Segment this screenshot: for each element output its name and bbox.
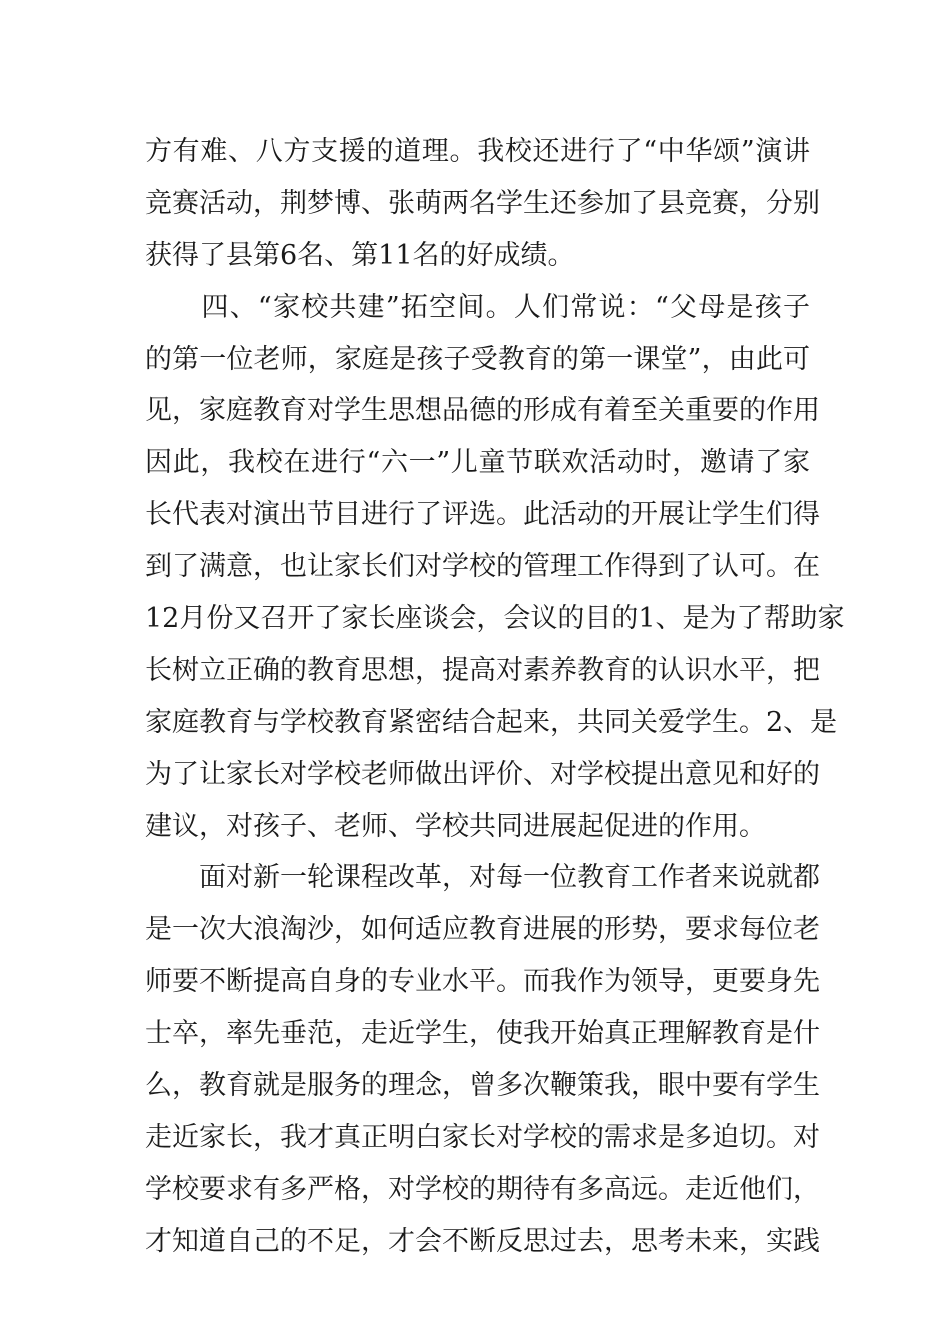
text-line: 士卒，率先垂范，走近学生，使我开始真正理解教育是什 [145,1018,820,1050]
text-line: 四、“家校共建”拓空间。人们常说：“父母是孩子 [145,291,810,323]
text-line: 竞赛活动，荆梦博、张萌两名学生还参加了县竞赛，分别 [145,187,820,219]
text-line: 见，家庭教育对学生思想品德的形成有着至关重要的作用 [145,395,820,427]
text-line: 到了满意，也让家长们对学校的管理工作得到了认可。在 [145,551,820,583]
text-line: 长代表对演出节目进行了评选。此活动的开展让学生们得 [145,499,820,531]
text-line: 12月份又召开了家长座谈会，会议的目的1、是为了帮助家 [145,603,845,635]
text-line: 为了让家长对学校老师做出评价、对学校提出意见和好的 [145,758,820,790]
text-line: 学校要求有多严格，对学校的期待有多高远。走近他们， [145,1173,820,1205]
text-line: 建议，对孩子、老师、学校共同进展起促进的作用。 [145,810,766,842]
body-text [145,126,845,1268]
text-line: 长树立正确的教育思想，提高对素养教育的认识水平，把 [145,654,820,686]
text-line: 获得了县第6名、第11名的好成绩。 [145,239,575,271]
text-line: 走近家长，我才真正明白家长对学校的需求是多迫切。对 [145,1121,820,1153]
text-line: 因此，我校在进行“六一”儿童节联欢活动时，邀请了家 [145,447,810,479]
text-line: 才知道自己的不足，才会不断反思过去，思考未来，实践 [145,1225,820,1257]
text-line: 家庭教育与学校教育紧密结合起来，共同关爱学生。2、是 [145,706,838,738]
text-line: 面对新一轮课程改革，对每一位教育工作者来说就都 [145,862,820,894]
text-line: 是一次大浪淘沙，如何适应教育进展的形势，要求每位老 [145,914,820,946]
text-line: 么，教育就是服务的理念，曾多次鞭策我，眼中要有学生 [145,1070,820,1102]
text-line: 师要不断提高自身的专业水平。而我作为领导，更要身先 [145,966,820,998]
text-line: 方有难、八方支援的道理。我校还进行了“中华颂”演讲 [145,136,810,167]
text-line: 的第一位老师，家庭是孩子受教育的第一课堂”，由此可 [145,343,810,375]
